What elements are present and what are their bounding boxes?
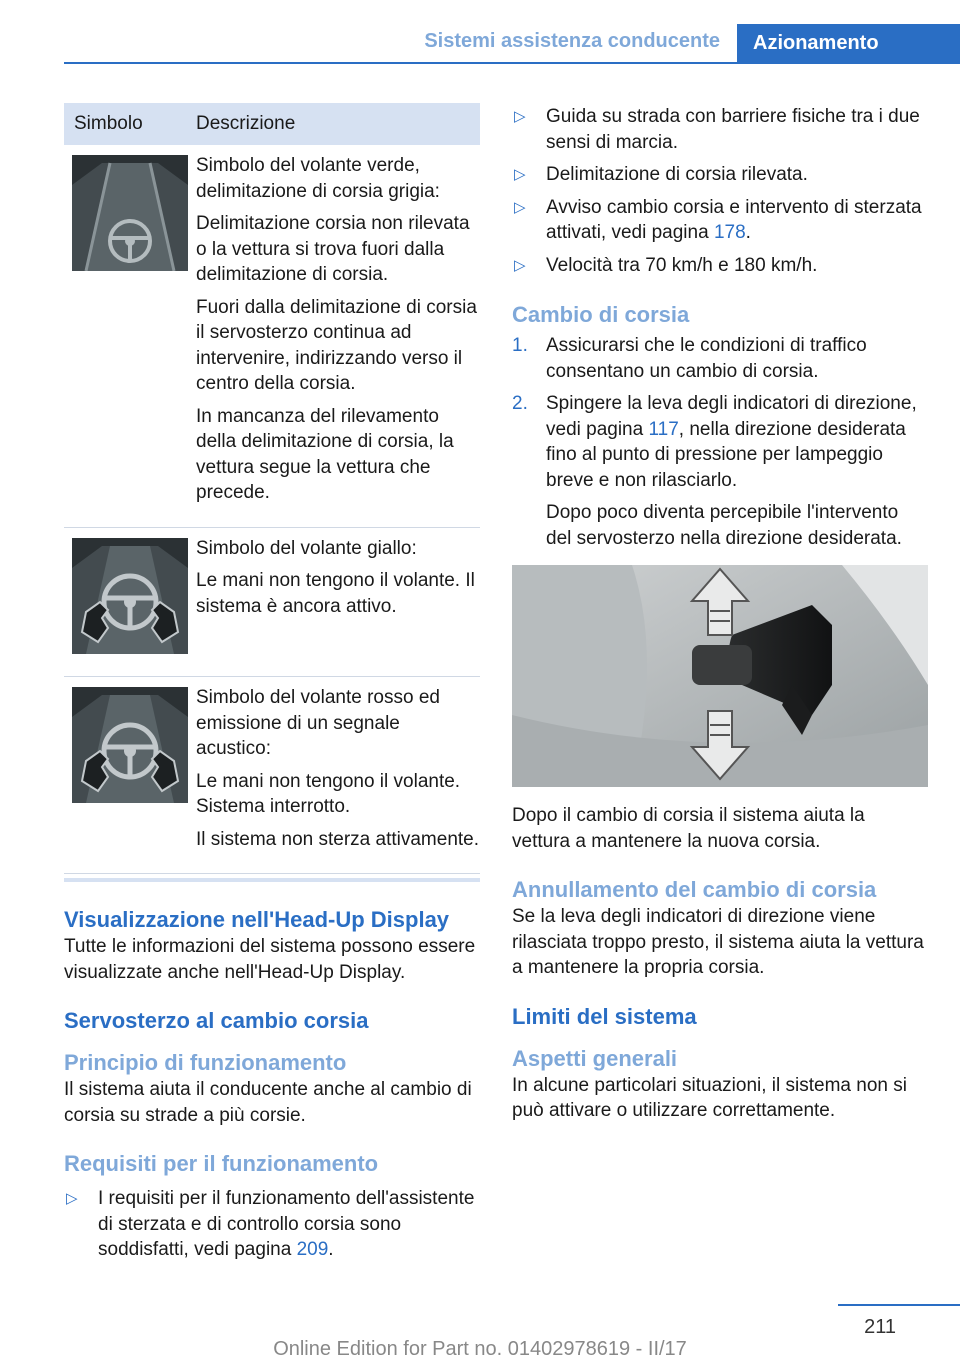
- requirements-list-continued: [512, 104, 928, 278]
- col-header-symbol: Simbolo: [74, 113, 143, 135]
- header-rule: [64, 62, 960, 64]
- steering-wheel-red-hands-icon: [72, 687, 188, 803]
- header-chapter-tab[interactable]: Azionamento: [737, 24, 960, 62]
- symbol-table: [64, 103, 480, 882]
- triangle-bullet-icon: ▷: [514, 166, 526, 183]
- limits-title: Limiti del sistema: [512, 1003, 697, 1029]
- step-number: 2.: [512, 393, 528, 414]
- edition-footer: Online Edition for Part no. 01402978619 - II/17: [273, 1338, 687, 1360]
- steps-list: [512, 333, 928, 551]
- list-item: 2. Spingere la leva degli indicatori di direzione, vedi pagina 117, nella direzione desiderata fino al punto di pressione per lampeggio breve e non rilasciarlo. Dopo poco diventa percepibile l'intervento del servosterzo nella direzione desiderata.: [512, 393, 917, 549]
- list-item: ▷ I requisiti per il funzionamento dell'assistente di sterzata e di controllo corsia sono soddisfatti, vedi pagina 209.: [66, 1188, 475, 1260]
- right-column: [512, 104, 928, 1124]
- triangle-bullet-icon: ▷: [66, 1190, 78, 1207]
- row-text: Le mani non tengono il volante. Sistema interrotto.: [196, 770, 461, 817]
- lane-change-title: Servosterzo al cambio corsia: [64, 1008, 369, 1033]
- general-text: In alcune particolari situazioni, il sistema non si può attivare o utilizzare correttamente.: [512, 1074, 907, 1121]
- table-header: [64, 103, 480, 145]
- triangle-bullet-icon: ▷: [514, 256, 526, 274]
- page-link[interactable]: 117: [648, 418, 679, 440]
- left-column: [64, 103, 480, 1270]
- table-row: [64, 528, 480, 678]
- page-number-rule: [838, 1304, 960, 1306]
- col-header-description: Descrizione: [196, 113, 296, 135]
- row-text: Simbolo del volante rosso ed emissione di un segnale acustico:: [196, 687, 440, 759]
- table-row: [64, 145, 480, 528]
- page-header: [0, 0, 960, 64]
- page-link[interactable]: 209: [296, 1239, 329, 1260]
- hud-text: Tutte le informazioni del sistema possono essere visualizzate anche nell'Head-Up Display.: [64, 936, 476, 983]
- row-text: Fuori dalla delimitazione di corsia il servosterzo continua ad intervenire, indirizzando verso il centro della corsia.: [196, 296, 477, 394]
- header-section-title: Sistemi assistenza conducente: [424, 30, 720, 52]
- page-link[interactable]: 178: [713, 222, 746, 243]
- turn-signal-lever-illustration: [512, 565, 928, 787]
- requirements-title: Requisiti per il funzionamento: [64, 1151, 379, 1176]
- list-item: 1. Assicurarsi che le condizioni di traffico consentano un cambio di corsia.: [512, 335, 867, 382]
- triangle-bullet-icon: ▷: [514, 108, 526, 125]
- hud-title: Visualizzazione nell'Head-Up Display: [64, 907, 450, 932]
- page-number: 211: [864, 1316, 896, 1338]
- row-text: Delimitazione corsia non rilevata o la vettura si trova fuori dalla delimitazione di corsia.: [196, 213, 470, 285]
- step-number: 1.: [512, 335, 528, 356]
- row-text: In mancanza del rilevamento della delimitazione di corsia, la vettura segue la vettura che precede.: [196, 405, 454, 503]
- list-item: ▷ Velocità tra 70 km/h e 180 km/h.: [512, 253, 928, 279]
- row-text: Simbolo del volante giallo:: [196, 537, 417, 559]
- requirements-list: [64, 1186, 480, 1263]
- list-item: ▷ Delimitazione di corsia rilevata.: [512, 162, 928, 188]
- principle-text: Il sistema aiuta il conducente anche al cambio di corsia su strade a più corsie.: [64, 1079, 472, 1126]
- steering-wheel-yellow-hands-icon: [72, 538, 188, 654]
- after-change-text: Dopo il cambio di corsia il sistema aiuta la vettura a mantenere la nuova corsia.: [512, 805, 865, 852]
- row-text: Simbolo del volante verde, delimitazione di corsia grigia:: [196, 155, 440, 202]
- list-item: ▷ Guida su strada con barriere fisiche tra i due sensi di marcia.: [514, 106, 920, 153]
- list-item: ▷ Avviso cambio corsia e intervento di sterzata attivati, vedi pagina 178.: [514, 196, 922, 243]
- table-row: [64, 677, 480, 874]
- row-text: Le mani non tengono il volante. Il sistema è ancora attivo.: [196, 570, 475, 617]
- lane-change-steps-title: Cambio di corsia: [512, 302, 690, 327]
- steering-wheel-green-icon: [72, 155, 188, 271]
- triangle-bullet-icon: ▷: [514, 198, 526, 216]
- general-title: Aspetti generali: [512, 1045, 678, 1071]
- row-text: Il sistema non sterza attivamente.: [196, 828, 480, 850]
- cancel-text: Se la leva degli indicatori di direzione viene rilasciata troppo presto, il sistema aiuta la vettura a mantenere la propria corsia.: [512, 906, 924, 978]
- principle-title: Principio di funzionamento: [64, 1050, 347, 1075]
- cancel-title: Annullamento del cambio di corsia: [512, 877, 877, 902]
